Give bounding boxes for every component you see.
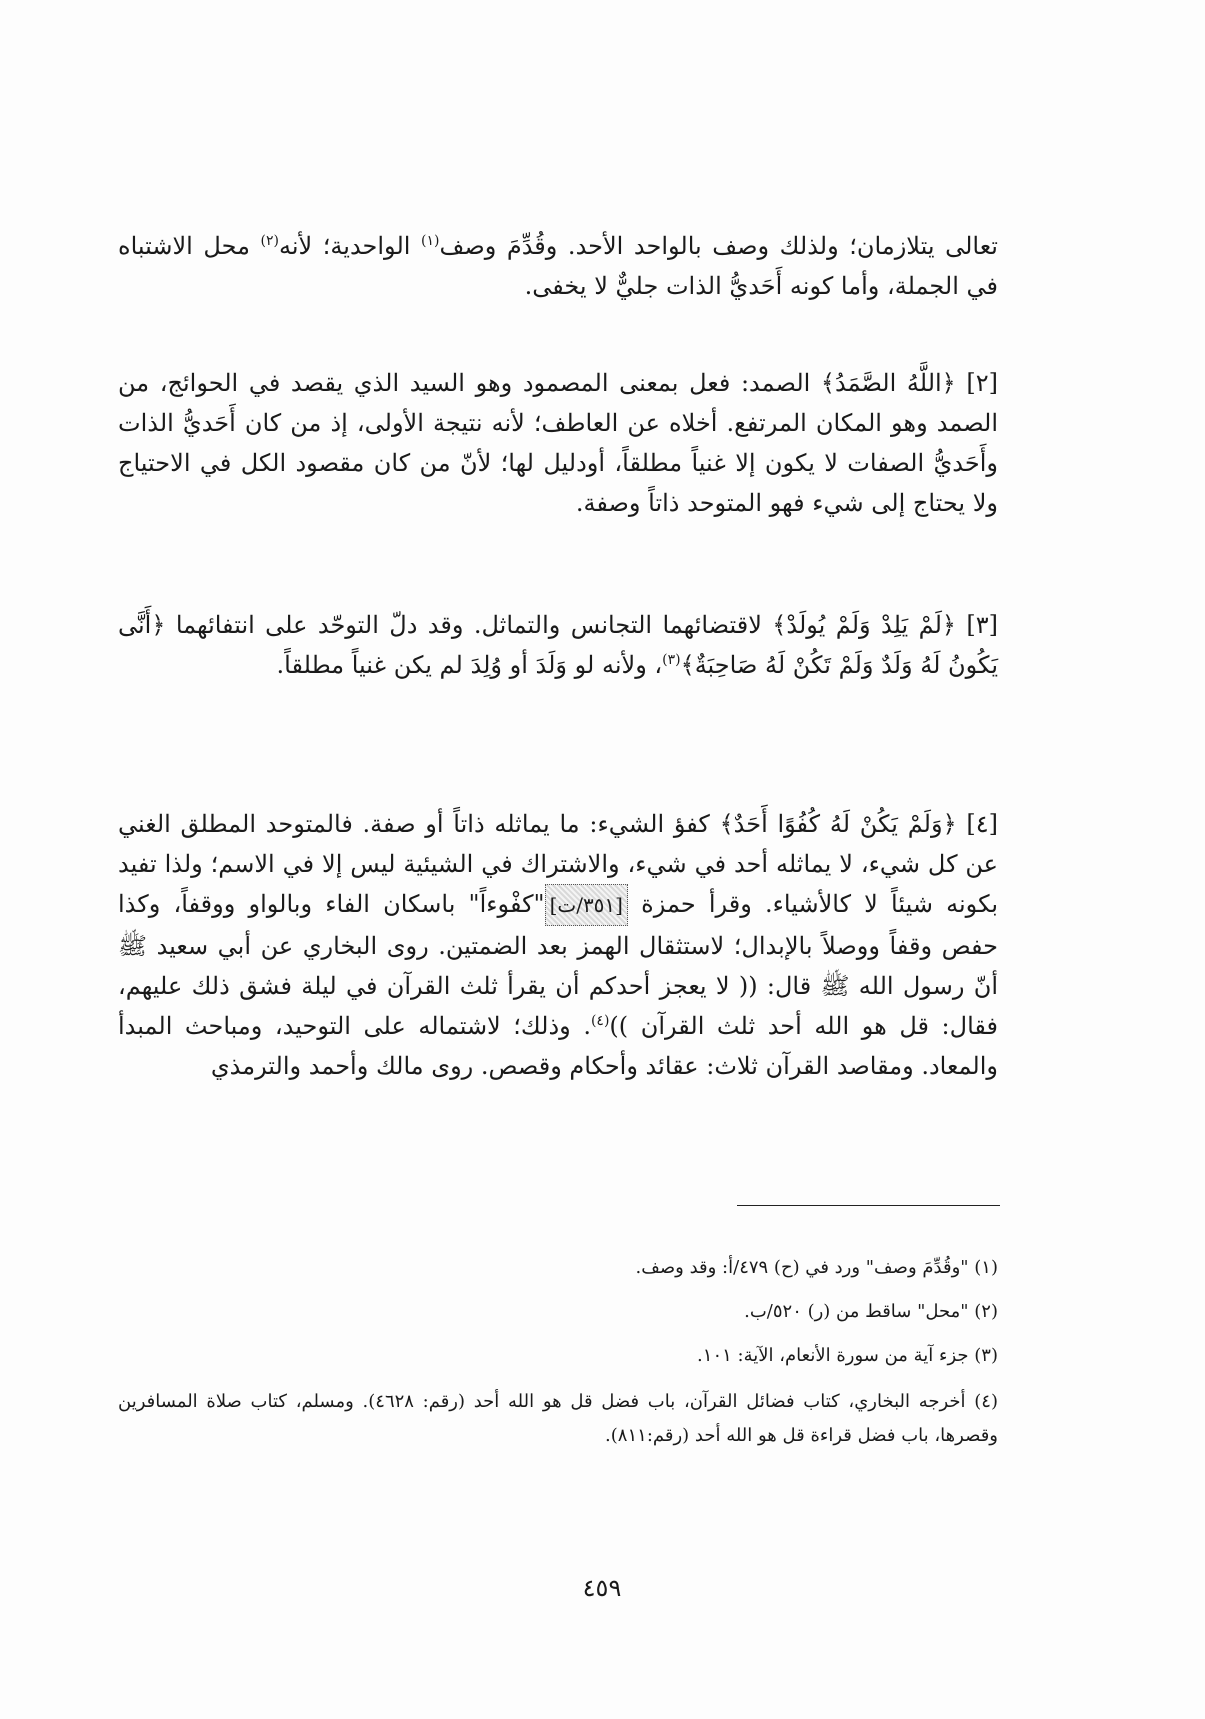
verse-3-commentary-b: ، ولأنه لو وَلَدَ أو وُلِدَ لم يكن غنياً مطلقاً.	[276, 651, 663, 679]
footnote-ref-2[interactable]: (٢)	[260, 233, 279, 249]
quran-verse-4: ﴿وَلَمْ يَكُنْ لَهُ كُفُوًا أَحَدٌ﴾	[709, 810, 967, 838]
verse-4-commentary-b: "كفْوءاً" باسكان الفاء وبالواو ووقفاً، وكذا حفص وقفاً ووصلاً بالإبدال؛ لاستثقال الهمز بعد الضمتين. روى البخاري عن أبي سعيد ﷺ أنّ رسول الله ﷺ قال: (( لا يعجز أحدكم أن يقرأ ثلث القرآن في ليلة فشق ذلك عليهم، فقال: قل هو الله أحد ثلث القرآن ))	[118, 890, 998, 1040]
footnote-divider	[737, 1205, 1000, 1206]
footnote-ref-1[interactable]: (١)	[421, 233, 440, 249]
footnote-ref-4[interactable]: (٤)	[590, 1013, 610, 1029]
quran-citation-anam: ﴿أَنَّى يَكُونُ لَهُ وَلَدٌ وَلَمْ تَكُنْ لَهُ صَاحِبَةٌ﴾	[118, 611, 998, 679]
manuscript-folio-marker: [٣٥١/ت]	[545, 884, 628, 926]
verse-4-commentary-c: . وذلك؛ لاشتماله على التوحيد، ومباحث المبدأ والمعاد. ومقاصد القرآن ثلاث: عقائد وأحكام وقصص. روى مالك وأحمد والترمذي	[118, 1012, 998, 1080]
page-number: ٤٥٩	[582, 1574, 622, 1602]
footnote-2: (٢) "محل" ساقط من (ر) ٥٢٠/ب.	[744, 1301, 998, 1322]
verse-number-4: [٤]	[966, 810, 998, 838]
verse-number-2: [٢]	[966, 369, 998, 397]
verse-3-paragraph	[118, 605, 998, 685]
verse-4-commentary-a: كفؤ الشيء: ما يماثله ذاتاً أو صفة. فالمتوحد المطلق الغني عن كل شيء، لا يماثله أحد في شيء، والاشتراك في الشيئية ليس إلا في الاسم؛ ولذا تفيد بكونه شيئاً لا كالأشياء. وقرأ حمزة	[118, 810, 998, 918]
intro-text-c: محل الاشتباه في الجملة، وأما كونه أَحَديُّ الذات جليٌّ لا يخفى.	[118, 232, 998, 300]
intro-text-a: تعالى يتلازمان؛ ولذلك وصف بالواحد الأحد. وقُدِّمَ وصف	[439, 232, 998, 260]
verse-2-commentary: الصمد: فعل بمعنى المصمود وهو السيد الذي يقصد في الحوائج، من الصمد وهو المكان المرتفع. أخلاه عن العاطف؛ لأنه نتيجة الأولى، إذ من كان أَحَديُّ الذات وأَحَديُّ الصفات لا يكون إلا غنياً مطلقاً، أودليل لها؛ لأنّ من كان مقصود الكل في الاحتياج ولا يحتاج إلى شيء فهو المتوحد ذاتاً وصفة.	[118, 369, 998, 517]
verse-2-paragraph	[118, 363, 998, 523]
quran-verse-2: ﴿اللَّهُ الصَّمَدُ﴾	[810, 369, 967, 397]
footnote-4: (٤) أخرجه البخاري، كتاب فضائل القرآن، باب فضل قل هو الله أحد (رقم: ٤٦٢٨). ومسلم، كتاب صلاة المسافرين وقصرها، باب فضل قراءة قل هو الله أحد (رقم:٨١١).	[118, 1391, 998, 1446]
verse-4-paragraph	[118, 804, 998, 1086]
verse-number-3: [٣]	[966, 611, 999, 639]
footnotes-section	[118, 1253, 998, 1467]
footnote-1: (١) "وقُدِّمَ وصف" ورد في (ح) ٤٧٩/أ: وقد وصف.	[635, 1257, 998, 1278]
footnote-3: (٣) جزء آية من سورة الأنعام، الآية: ١٠١.	[697, 1345, 998, 1366]
quran-verse-3: ﴿لَمْ يَلِدْ وَلَمْ يُولَدْ﴾	[761, 611, 967, 639]
intro-paragraph	[118, 226, 998, 306]
intro-text-b: الواحدية؛ لأنه	[278, 232, 421, 260]
footnote-ref-3[interactable]: (٣)	[662, 652, 681, 668]
verse-3-commentary-a: لاقتضائهما التجانس والتماثل. وقد دلّ التوحّد على انتفائهما	[165, 611, 762, 639]
